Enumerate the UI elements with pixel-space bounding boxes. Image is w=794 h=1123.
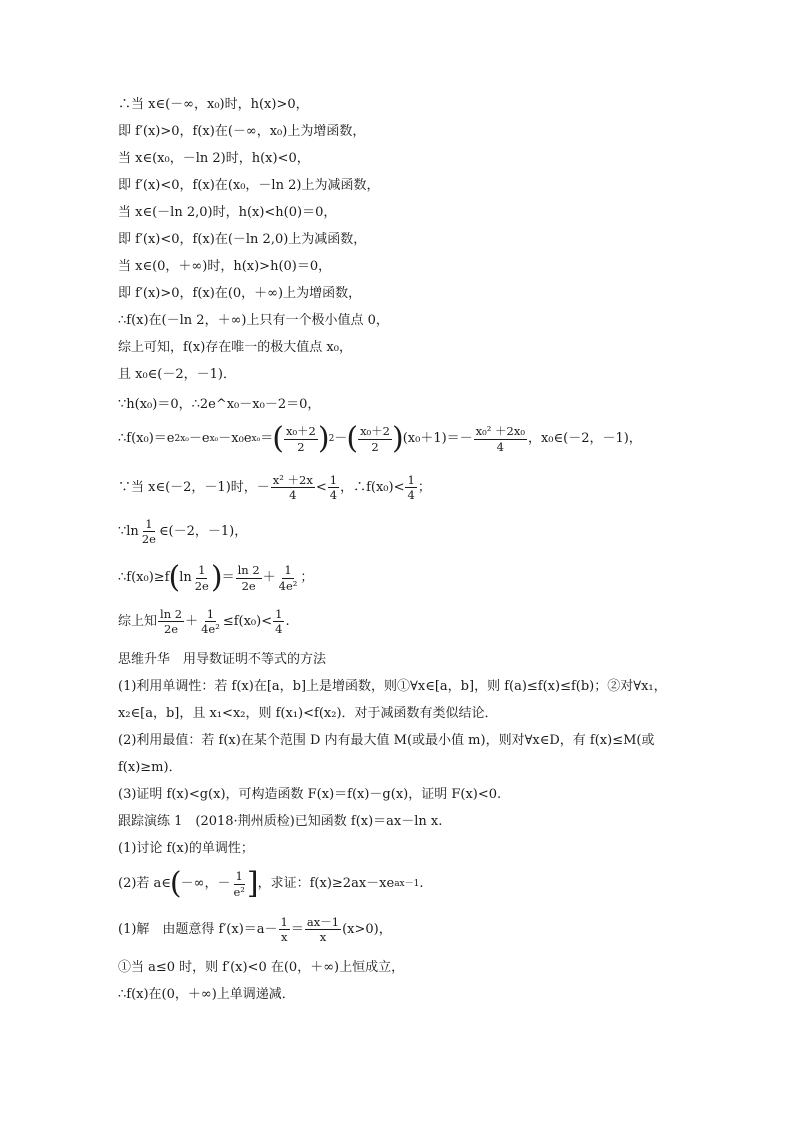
eq2-frac-1: [271, 474, 315, 501]
eq5-end: .: [285, 613, 290, 629]
eq4-equals: ＝: [221, 570, 235, 585]
eq2-frac-2: [328, 474, 339, 501]
eq4-plus: ＋: [262, 570, 276, 585]
eq1-frac-1-num: x₀＋2: [285, 424, 316, 439]
eq4-a: ∴f(x₀)≥f: [118, 570, 170, 585]
sol1-frac-1: [279, 916, 290, 943]
eq5-mid: ≤f(x₀)<: [222, 613, 273, 629]
eq4-frac-1: [193, 564, 211, 591]
paren-right: ): [210, 560, 223, 595]
eq5-frac-3-num: 1: [275, 607, 283, 621]
eq2-frac-2-den: 4: [329, 488, 338, 503]
eq2-frac-3-num: 1: [407, 473, 415, 487]
eq5-frac-3: [273, 608, 284, 635]
eq1-mid1: －e: [188, 431, 210, 446]
exercise-question-1: (1)讨论 f(x)的单调性；: [118, 841, 254, 856]
eq5-frac-2-den: 4e²: [201, 622, 220, 637]
eq2-frac-1-den: 4: [289, 488, 297, 503]
eq1-tail: (x₀＋1)＝－: [402, 431, 473, 446]
sol1-frac-2-num: ax－1: [306, 915, 340, 929]
eq1-frac-3-den: 4: [496, 439, 504, 454]
eq2-lt: <: [315, 479, 327, 495]
equation-lower-bound: [118, 560, 314, 595]
eq4-frac-1-den: 2e: [194, 578, 209, 593]
eq2-frac-3: [405, 474, 416, 501]
eq5-a: 综上知: [118, 613, 158, 629]
paren-right: ): [391, 421, 404, 456]
solution-line-1: [118, 916, 392, 943]
sol1-frac-1-num: 1: [280, 915, 288, 929]
method-3: (3)证明 f(x)<g(x)，可构造函数 F(x)＝f(x)－g(x)，证明 F(x)<0.: [118, 787, 502, 802]
line-9: ∴f(x)在(－ln 2，＋∞)上只有一个极小值点 0，: [118, 313, 389, 328]
paren-left: (: [169, 866, 182, 901]
eq5-frac-1-num: ln 2: [160, 607, 183, 621]
q2-frac: [231, 870, 246, 897]
eq2-b: ，∴f(x₀)<: [340, 479, 405, 495]
eq4-frac-3-num: 1: [284, 563, 292, 578]
eq1-frac-2: [358, 425, 392, 452]
sol1-a: (1)解 由题意得 f′(x)＝a－: [118, 921, 278, 937]
sol1-frac-2: [305, 916, 341, 943]
q2-b: －∞，－: [180, 876, 231, 891]
solution-line-3: ∴f(x)在(0，＋∞)上单调递减．: [118, 987, 295, 1002]
method-2-line-2: f(x)≥m)．: [118, 760, 182, 775]
eq4-ln: ln: [179, 570, 192, 585]
eq4-frac-2-num: ln 2: [237, 563, 260, 578]
line-10: 综上可知，f(x)存在唯一的极大值点 x₀，: [118, 340, 352, 355]
eq4-end: ；: [300, 570, 314, 585]
line-4: 即 f′(x)<0，f(x)在(x₀，－ln 2)上为减函数，: [118, 178, 380, 193]
eq1-range: ，x₀∈(－2，－1)，: [527, 431, 642, 446]
eq4-frac-3: [277, 564, 300, 591]
line-6: 即 f′(x)<0，f(x)在(－ln 2,0)上为减函数，: [118, 232, 367, 247]
exercise-question-2: (2)若 a∈ ( －∞，－ $\frac{1}{\text{e²}}$ ] ，求证：f(x)≥2ax－xe ax－1 .: [118, 866, 424, 901]
paren-left: (: [272, 421, 284, 456]
eq3-a: ∵ln: [118, 523, 139, 539]
line-5: 当 x∈(－ln 2,0)时，h(x)<h(0)＝0，: [118, 205, 337, 220]
bracket-right: ]: [246, 866, 259, 901]
eq4-frac-2-den: 2e: [241, 578, 256, 593]
eq1-frac-2-num: x₀＋2: [360, 424, 390, 439]
eq1-frac-1: [284, 425, 318, 452]
eq1-equals: ＝: [260, 431, 274, 446]
eq1-mid2: －x₀e: [218, 431, 252, 446]
eq1-frac-3-num: x₀² ＋2x₀: [475, 424, 525, 439]
eq1-minus: －: [334, 431, 348, 446]
sol1-equals: ＝: [290, 921, 304, 937]
sol1-b: (x>0)，: [342, 921, 392, 937]
eq2-frac-2-num: 1: [329, 473, 338, 487]
line-3: 当 x∈(x₀，－ln 2)时，h(x)<0，: [118, 151, 310, 166]
method-1-line-2: x₂∈[a，b]，且 x₁<x₂，则 f(x₁)<f(x₂)．对于减函数有类似结论．: [118, 706, 498, 721]
eq3-b: ∈(－2，－1)，: [158, 523, 248, 539]
eq3-frac-den: 2e: [141, 532, 156, 547]
eq4-frac-2: [236, 564, 262, 591]
eq3-frac: [140, 518, 158, 545]
line-8: 即 f′(x)>0，f(x)在(0，＋∞)上为增函数，: [118, 286, 362, 301]
solution-line-2: ①当 a≤0 时，则 f′(x)<0 在(0，＋∞)上恒成立，: [118, 960, 405, 975]
eq1-frac-1-den: 2: [297, 439, 305, 454]
eq5-frac-3-den: 4: [275, 622, 283, 637]
sol1-frac-2-den: x: [319, 930, 327, 945]
eq5-frac-2: [199, 608, 222, 635]
eq1-frac-3: [474, 425, 527, 452]
line-12: ∵h(x₀)＝0，∴2e^x₀－x₀－2＝0，: [118, 397, 321, 412]
exercise-title: 跟踪演练 1 (2018·荆州质检)已知函数 f(x)＝ax－ln x.: [118, 814, 443, 829]
paren-right: ): [317, 421, 330, 456]
eq1-lhs: ∴f(x₀)＝e: [118, 431, 175, 446]
equation-conclusion: [118, 608, 290, 635]
eq5-plus: ＋: [185, 613, 199, 629]
q2-c: ，求证：f(x)≥2ax－xe: [257, 876, 395, 891]
eq5-frac-1: [158, 608, 184, 635]
q2-end: .: [419, 876, 424, 891]
sol1-frac-1-den: x: [280, 930, 288, 945]
eq1-frac-2-den: 2: [371, 439, 379, 454]
eq2-end: ；: [417, 479, 431, 495]
eq3-frac-num: 1: [145, 517, 153, 531]
eq4-frac-3-den: 4e²: [278, 578, 298, 593]
eq2-frac-1-num: x² ＋2x: [272, 473, 313, 487]
line-1: ∴当 x∈(－∞，x₀)时，h(x)>0，: [118, 97, 309, 112]
equation-ln: [118, 518, 247, 545]
eq2-a: ∵当 x∈(－2，－1)时，－: [118, 479, 270, 495]
paren-left: (: [168, 560, 181, 595]
method-2-line-1: (2)利用最值：若 f(x)在某个范围 D 内有最大值 M(或最小值 m)，则对∀x∈D，有 f(x)≤M(或: [118, 733, 655, 748]
equation-bound: [118, 474, 431, 501]
q2-a: (2)若 a∈: [118, 876, 171, 891]
eq4-frac-1-num: 1: [198, 563, 206, 578]
q2-frac-den: e²: [233, 884, 245, 899]
line-7: 当 x∈(0，＋∞)时，h(x)>h(0)＝0，: [118, 259, 332, 274]
line-2: 即 f′(x)>0，f(x)在(－∞，x₀)上为增函数，: [118, 124, 366, 139]
eq2-frac-3-den: 4: [407, 488, 415, 503]
equation-f-x0: ∴f(x₀)＝e 2x₀ －e x₀ －x₀e x₀ ＝ ( $\frac{\text{x₀＋2}}{2}$ ) 2 － ( $\frac{\text{x₀＋2}}{2}$ ) (x₀＋1)＝－ $\frac{\text{x₀² ＋2x₀}}{4}$ ，x₀∈(－2，－1)，: [118, 421, 642, 456]
eq5-frac-2-num: 1: [206, 607, 215, 621]
eq5-frac-1-den: 2e: [163, 622, 179, 637]
method-1-line-1: (1)利用单调性：若 f(x)在[a，b]上是增函数，则①∀x∈[a，b]，则 f(a)≤f(x)≤f(b)；②对∀x₁，: [118, 679, 667, 694]
section-heading: 思维升华 用导数证明不等式的方法: [118, 652, 327, 667]
q2-frac-num: 1: [235, 869, 243, 884]
paren-left: (: [346, 421, 359, 456]
line-11: 且 x₀∈(－2，－1)．: [118, 367, 236, 382]
